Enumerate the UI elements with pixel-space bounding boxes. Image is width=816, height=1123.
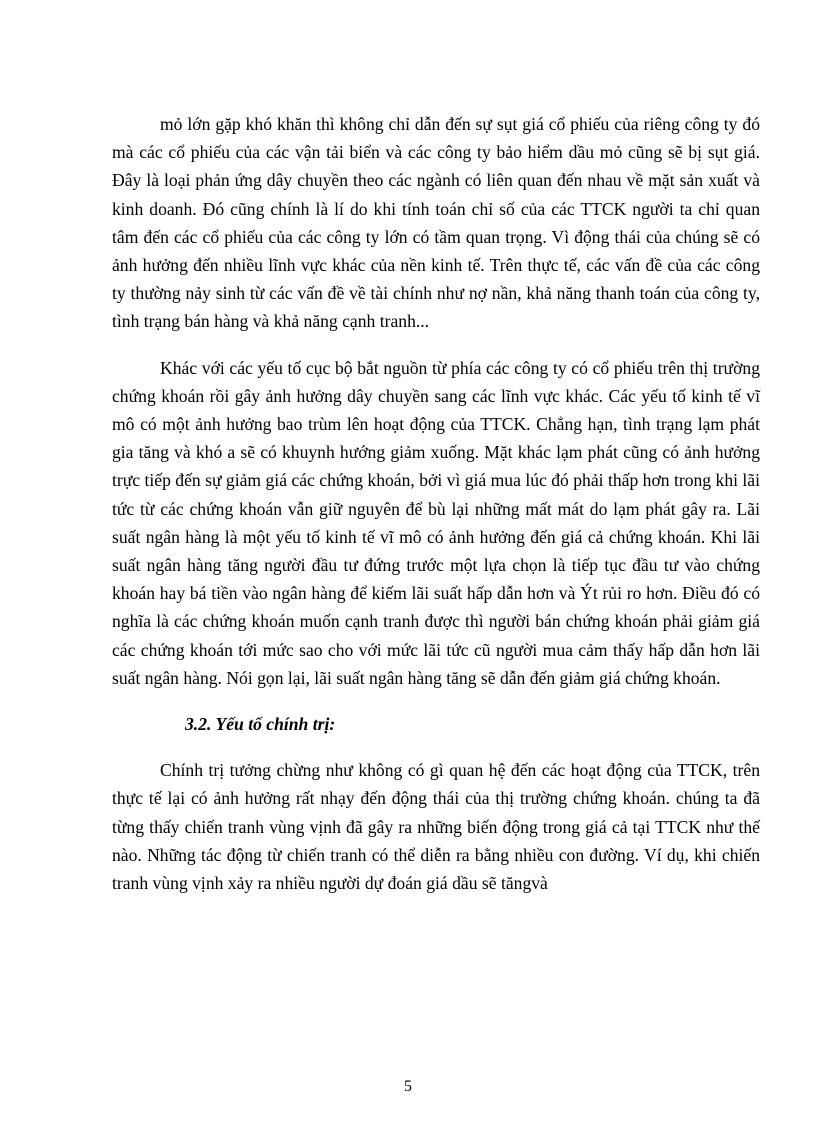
page-number: 5 xyxy=(404,1078,412,1095)
paragraph-political-factors: Chính trị tưởng chừng như không có gì quan hệ đến các hoạt động của TTCK, trên thực tế lại có ảnh hưởng rất nhạy đến động thái của thị trường chứng khoán. chúng ta đã từng thấy chiến tranh vùng vịnh đã gây ra những biến động trong giá cả tại TTCK như thế nào. Những tác động từ chiến tranh có thể diễn ra bằng nhiều con đường. Ví dụ, khi chiến tranh vùng vịnh xảy ra nhiều người dự đoán giá dầu sẽ tăngvà xyxy=(112,760,760,894)
paragraph-macroeconomic-factors: Khác với các yếu tố cục bộ bắt nguồn từ phía các công ty có cổ phiếu trên thị trường chứng khoán rồi gây ảnh hưởng dây chuyền sang các lĩnh vực khác. Các yếu tố kinh tế vĩ mô có một ảnh hưởng bao trùm lên hoạt động của TTCK. Chẳng hạn, tình trạng lạm phát gia tăng và khó a sẽ có khuynh hướng giảm xuống. Mặt khác lạm phát cũng có ảnh hưởng trực tiếp đến sự giảm giá các chứng khoán, bởi vì giá mua lúc đó phải thấp hơn trong khi lãi tức từ các chứng khoán vẫn giữ nguyên để bù lại những mất mát do lạm phát gây ra. Lãi suất ngân hàng là một yếu tố kinh tế vĩ mô có ảnh hưởng đến giá cả chứng khoán. Khi lãi suất ngân hàng tăng người đầu tư đứng trước một lựa chọn là tiếp tục đầu tư vào chứng khoán hay bá tiền vào ngân hàng để kiếm lãi suất hấp dẫn hơn và Ýt rủi ro hơn. Điều đó có nghĩa là các chứng khoán muốn cạnh tranh được thì người bán chứng khoán phải giảm giá các chứng khoán tới mức sao cho với mức lãi tức cũ người mua cảm thấy hấp dẫn hơn lãi suất ngân hàng. Nói gọn lại, lãi suất ngân hàng tăng sẽ dẫn đến giảm giá chứng khoán. xyxy=(112,357,760,688)
body-text xyxy=(112,110,760,897)
section-heading: 3.2. Yếu tố chính trị: xyxy=(185,714,336,735)
paragraph-oil-chain-reaction: mỏ lớn gặp khó khăn thì không chỉ dẫn đến sự sụt giá cổ phiếu của riêng công ty đó mà các cổ phiếu của các vận tải biển và các công ty bảo hiểm dầu mỏ cũng sẽ bị sụt giá. Đây là loại phản ứng dây chuyền theo các ngành có liên quan đến nhau về mặt sản xuất và kinh doanh. Đó cũng chính là lí do khi tính toán chỉ số của các TTCK người ta chỉ quan tâm đến các cổ phiếu của các công ty lớn có tầm quan trọng. Vì động thái của chúng sẽ có ảnh hưởng đến nhiều lĩnh vực khác của nền kinh tế. Trên thực tế, các vấn đề của các công ty thường nảy sinh từ các vấn đề về tài chính như nợ nần, khả năng thanh toán của công ty, tình trạng bán hàng và khả năng cạnh tranh... xyxy=(112,114,760,332)
